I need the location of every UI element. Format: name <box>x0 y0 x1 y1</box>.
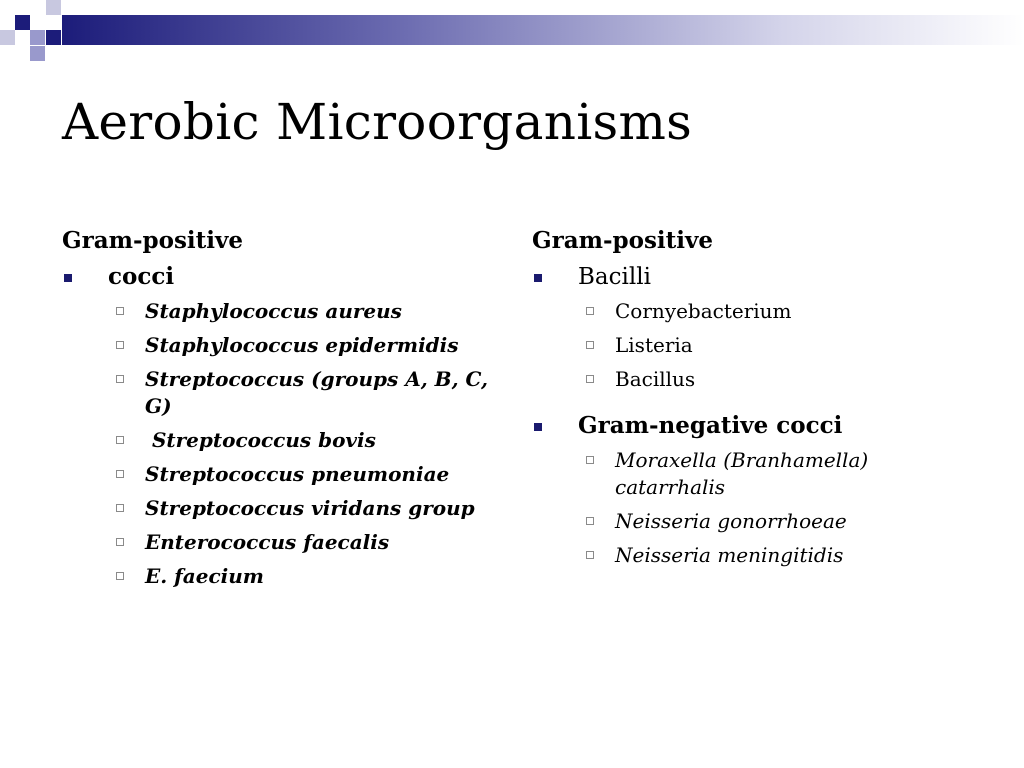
list-item: Staphylococcus aureus <box>110 298 502 325</box>
header-decoration <box>0 0 1024 62</box>
list-item: Streptococcus (groups A, B, C, G) <box>110 366 502 420</box>
right-column-header: Gram-positive <box>532 227 714 254</box>
slide-title: Aerobic Microorganisms <box>62 93 693 151</box>
square-bullet-icon <box>534 274 542 282</box>
hollow-square-bullet-icon <box>586 307 594 315</box>
list-item: Staphylococcus epidermidis <box>110 332 502 359</box>
hollow-square-bullet-icon <box>116 341 124 349</box>
hollow-square-bullet-icon <box>586 456 594 464</box>
list-item: Moraxella (Branhamella) catarrhalis <box>580 447 972 501</box>
list-item: Streptococcus pneumoniae <box>110 461 502 488</box>
hollow-square-bullet-icon <box>116 307 124 315</box>
list-item: Streptococcus bovis <box>110 427 502 454</box>
gram-negative-cocci-list <box>580 447 972 569</box>
hollow-square-bullet-icon <box>586 341 594 349</box>
left-column-header: Gram-positive <box>62 227 244 254</box>
list-item: Bacillus <box>580 366 972 393</box>
cocci-group <box>62 262 502 292</box>
cocci-group-label: cocci <box>108 263 175 290</box>
list-item: Enterococcus faecalis <box>110 529 502 556</box>
right-column <box>532 226 972 576</box>
list-item: Streptococcus viridans group <box>110 495 502 522</box>
hollow-square-bullet-icon <box>586 551 594 559</box>
hollow-square-bullet-icon <box>116 572 124 580</box>
bacilli-list <box>580 298 972 393</box>
hollow-square-bullet-icon <box>116 504 124 512</box>
hollow-square-bullet-icon <box>116 470 124 478</box>
hollow-square-bullet-icon <box>116 436 124 444</box>
list-item: Cornyebacterium <box>580 298 972 325</box>
hollow-square-bullet-icon <box>586 517 594 525</box>
square-bullet-icon <box>534 423 542 431</box>
hollow-square-bullet-icon <box>116 538 124 546</box>
list-item: Neisseria meningitidis <box>580 542 972 569</box>
list-item: Neisseria gonorrhoeae <box>580 508 972 535</box>
bacilli-group-label: Bacilli <box>578 264 651 290</box>
hollow-square-bullet-icon <box>586 375 594 383</box>
gram-negative-cocci-label: Gram-negative cocci <box>578 412 843 439</box>
cocci-list <box>110 298 502 590</box>
bacilli-group <box>532 262 972 292</box>
left-column <box>62 226 502 597</box>
list-item: E. faecium <box>110 563 502 590</box>
hollow-square-bullet-icon <box>116 375 124 383</box>
gram-negative-cocci-group <box>532 411 972 441</box>
square-bullet-icon <box>64 274 72 282</box>
list-item: Listeria <box>580 332 972 359</box>
